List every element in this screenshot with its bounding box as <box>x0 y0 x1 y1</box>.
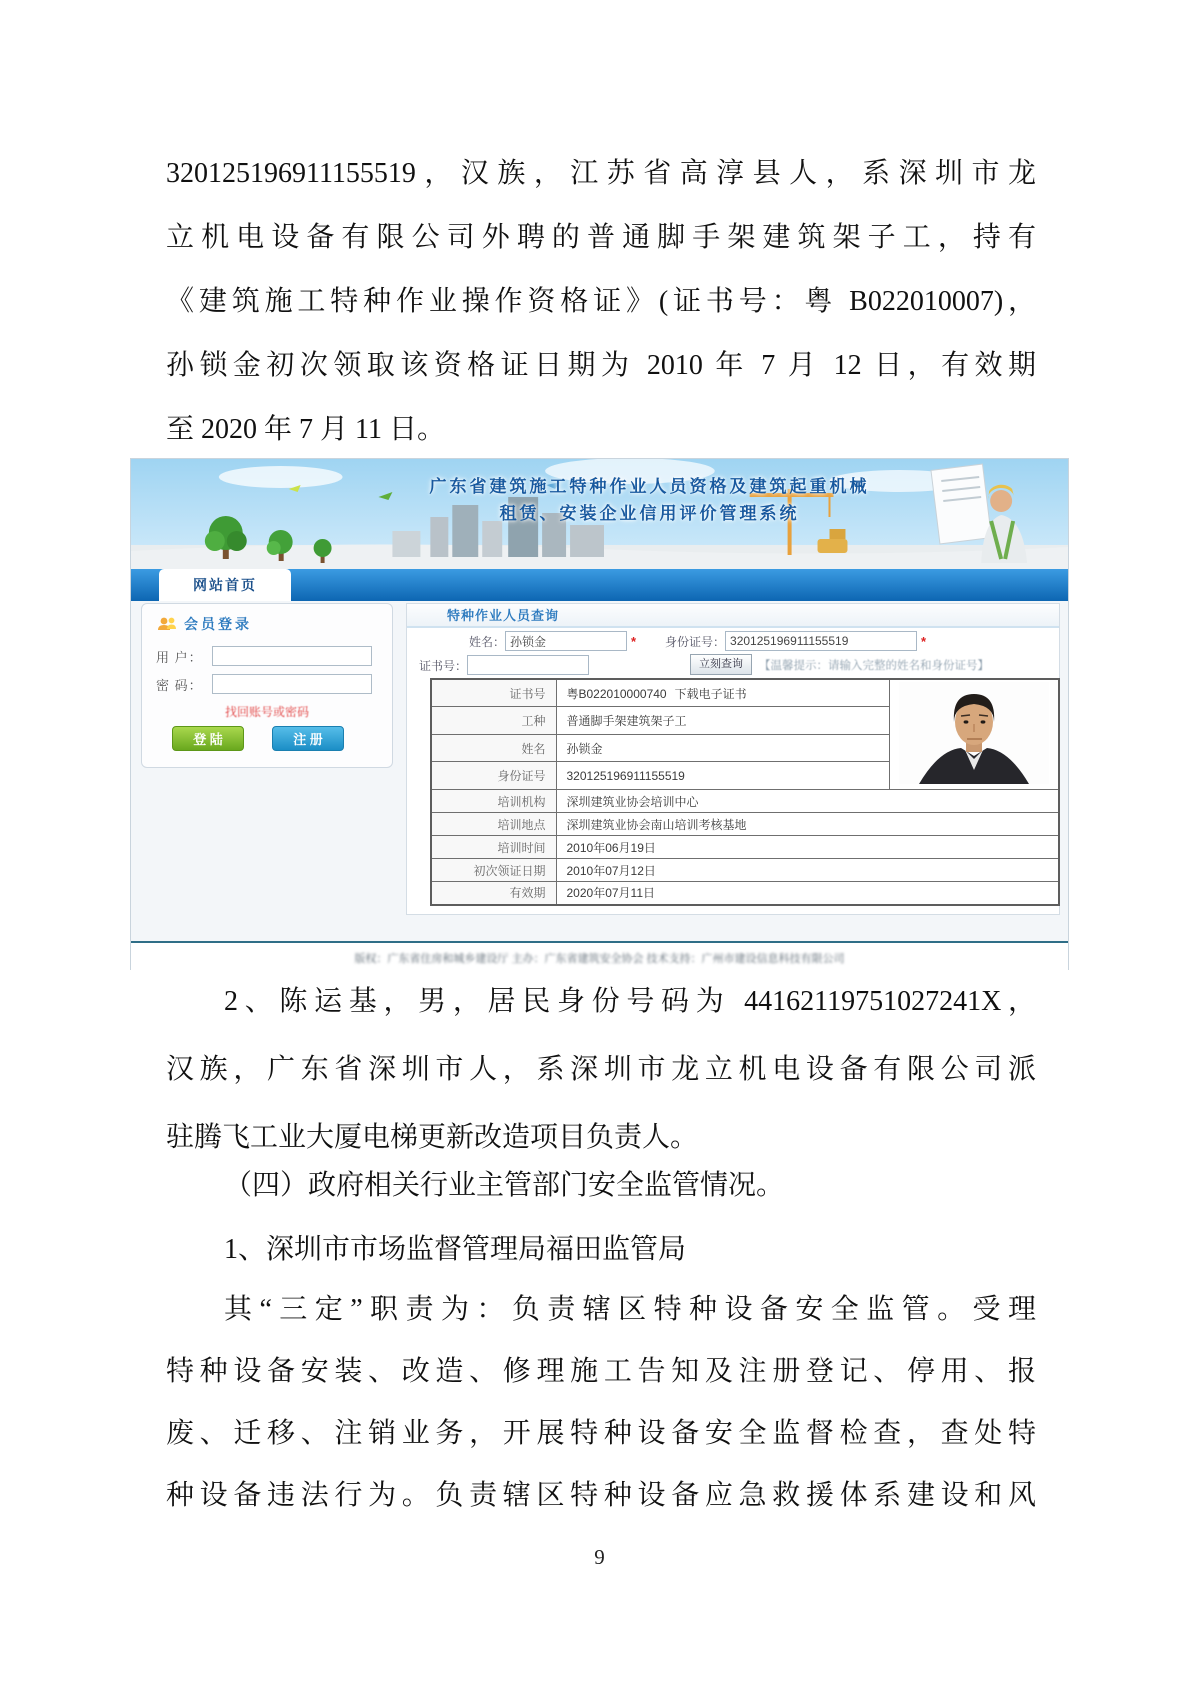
login-title: 会员登录 <box>184 616 252 632</box>
result-row-value: 深圳建筑业协会培训中心 <box>556 790 1059 813</box>
page-number: 9 <box>594 1545 605 1569</box>
table-row <box>431 882 1059 905</box>
banner-title-line2: 租赁、安装企业信用评价管理系统 <box>499 504 800 523</box>
query-panel <box>406 603 1060 915</box>
login-panel <box>141 603 393 768</box>
search-button[interactable]: 立刻查询 <box>690 654 752 675</box>
username-label: 用 户： <box>156 649 203 665</box>
id-input[interactable] <box>725 631 917 651</box>
query-title: 特种作业人员查询 <box>407 604 1059 628</box>
result-row-value: 深圳建筑业协会南山培训考核基地 <box>556 813 1059 836</box>
result-row-label: 工种 <box>431 707 556 735</box>
result-table <box>430 678 1060 906</box>
password-input[interactable] <box>212 674 372 694</box>
site-main <box>131 601 1068 941</box>
result-row-label: 身份证号 <box>431 762 556 790</box>
cert-number: 粤B022010000740 <box>566 686 667 701</box>
table-row <box>431 813 1059 836</box>
result-row-value: 2010年07月12日 <box>556 859 1059 882</box>
site-footer-text: 版权：广东省住房和城乡建设厅 主办：广东省建筑安全协会 技术支持：广州市建设信息科技有限公司 <box>354 953 845 965</box>
doc-line: 其“三定”职责为：负责辖区特种设备安全监管。受理 <box>224 1294 1036 1325</box>
result-row-value: 孙锁金 <box>556 734 889 762</box>
id-required-mark: * <box>921 633 927 649</box>
name-required-mark: * <box>631 633 637 649</box>
result-row-label: 初次领证日期 <box>431 859 556 882</box>
result-row-label: 有效期 <box>431 882 556 905</box>
name-label: 姓名： <box>469 634 506 649</box>
website-screenshot <box>130 458 1069 970</box>
table-row <box>431 836 1059 859</box>
tab-home[interactable]: 网站首页 <box>159 569 291 601</box>
table-row <box>431 859 1059 882</box>
table-row <box>431 679 1059 707</box>
result-row-value: 普通脚手架建筑架子工 <box>556 707 889 735</box>
site-footer <box>131 941 1068 971</box>
result-row-label: 培训机构 <box>431 790 556 813</box>
result-row-label: 培训地点 <box>431 813 556 836</box>
doc-line: 立机电设备有限公司外聘的普通脚手架建筑架子工，持有 <box>166 222 1036 253</box>
login-button[interactable]: 登 陆 <box>172 726 244 751</box>
name-input[interactable] <box>505 631 627 651</box>
portrait-photo <box>899 682 1049 784</box>
username-input[interactable] <box>212 646 372 666</box>
banner-title-line1: 广东省建筑施工特种作业人员资格及建筑起重机械 <box>429 477 870 496</box>
query-tip: 【温馨提示：请输入完整的姓名和身份证号】 <box>759 660 989 672</box>
doc-line: 320125196911155519，汉族，江苏省高淳县人，系深圳市龙 <box>166 158 1036 189</box>
result-row-label: 证书号 <box>431 679 556 707</box>
password-label: 密 码： <box>156 677 203 693</box>
cert-download-link[interactable]: 下载电子证书 <box>674 686 747 701</box>
register-button[interactable]: 注 册 <box>272 726 344 751</box>
applicant-photo <box>889 679 1059 790</box>
doc-line: 孙锁金初次领取该资格证日期为 2010 年 7 月 12 日，有效期 <box>166 350 1036 381</box>
doc-line: 废、迁移、注销业务，开展特种设备安全监督检查，查处特 <box>166 1418 1036 1449</box>
doc-line: 至 2020 年 7 月 11 日。 <box>166 414 445 445</box>
site-banner <box>131 459 1068 569</box>
result-row-label: 姓名 <box>431 734 556 762</box>
query-form <box>407 628 1059 676</box>
table-row <box>431 790 1059 813</box>
result-row-label: 培训时间 <box>431 836 556 859</box>
doc-line: 驻腾飞工业大厦电梯更新改造项目负责人。 <box>166 1122 699 1153</box>
cert-input[interactable] <box>467 655 589 675</box>
doc-line: 汉族，广东省深圳市人，系深圳市龙立机电设备有限公司派 <box>166 1054 1036 1085</box>
result-row-value: 2010年06月19日 <box>556 836 1059 859</box>
doc-line: 2、陈运基，男，居民身份号码为 44162119751027241X， <box>224 986 1036 1017</box>
result-row-value: 2020年07月11日 <box>556 882 1059 905</box>
doc-line: 特种设备安装、改造、修理施工告知及注册登记、停用、报 <box>166 1356 1036 1387</box>
result-row-value <box>556 679 889 707</box>
members-icon <box>156 616 178 632</box>
doc-line: 《建筑施工特种作业操作资格证》(证书号：粤 B022010007)， <box>166 286 1036 317</box>
doc-line: 种设备违法行为。负责辖区特种设备应急救援体系建设和风 <box>166 1480 1036 1511</box>
id-label: 身份证号： <box>665 634 726 649</box>
doc-line: 1、深圳市市场监督管理局福田监管局 <box>224 1234 687 1265</box>
doc-line: （四）政府相关行业主管部门安全监管情况。 <box>224 1170 785 1201</box>
cert-label: 证书号： <box>419 658 468 673</box>
nav-tabbar <box>131 569 1068 601</box>
forgot-password-link[interactable]: 找回账号或密码 <box>224 705 309 719</box>
result-row-value: 320125196911155519 <box>556 762 889 790</box>
